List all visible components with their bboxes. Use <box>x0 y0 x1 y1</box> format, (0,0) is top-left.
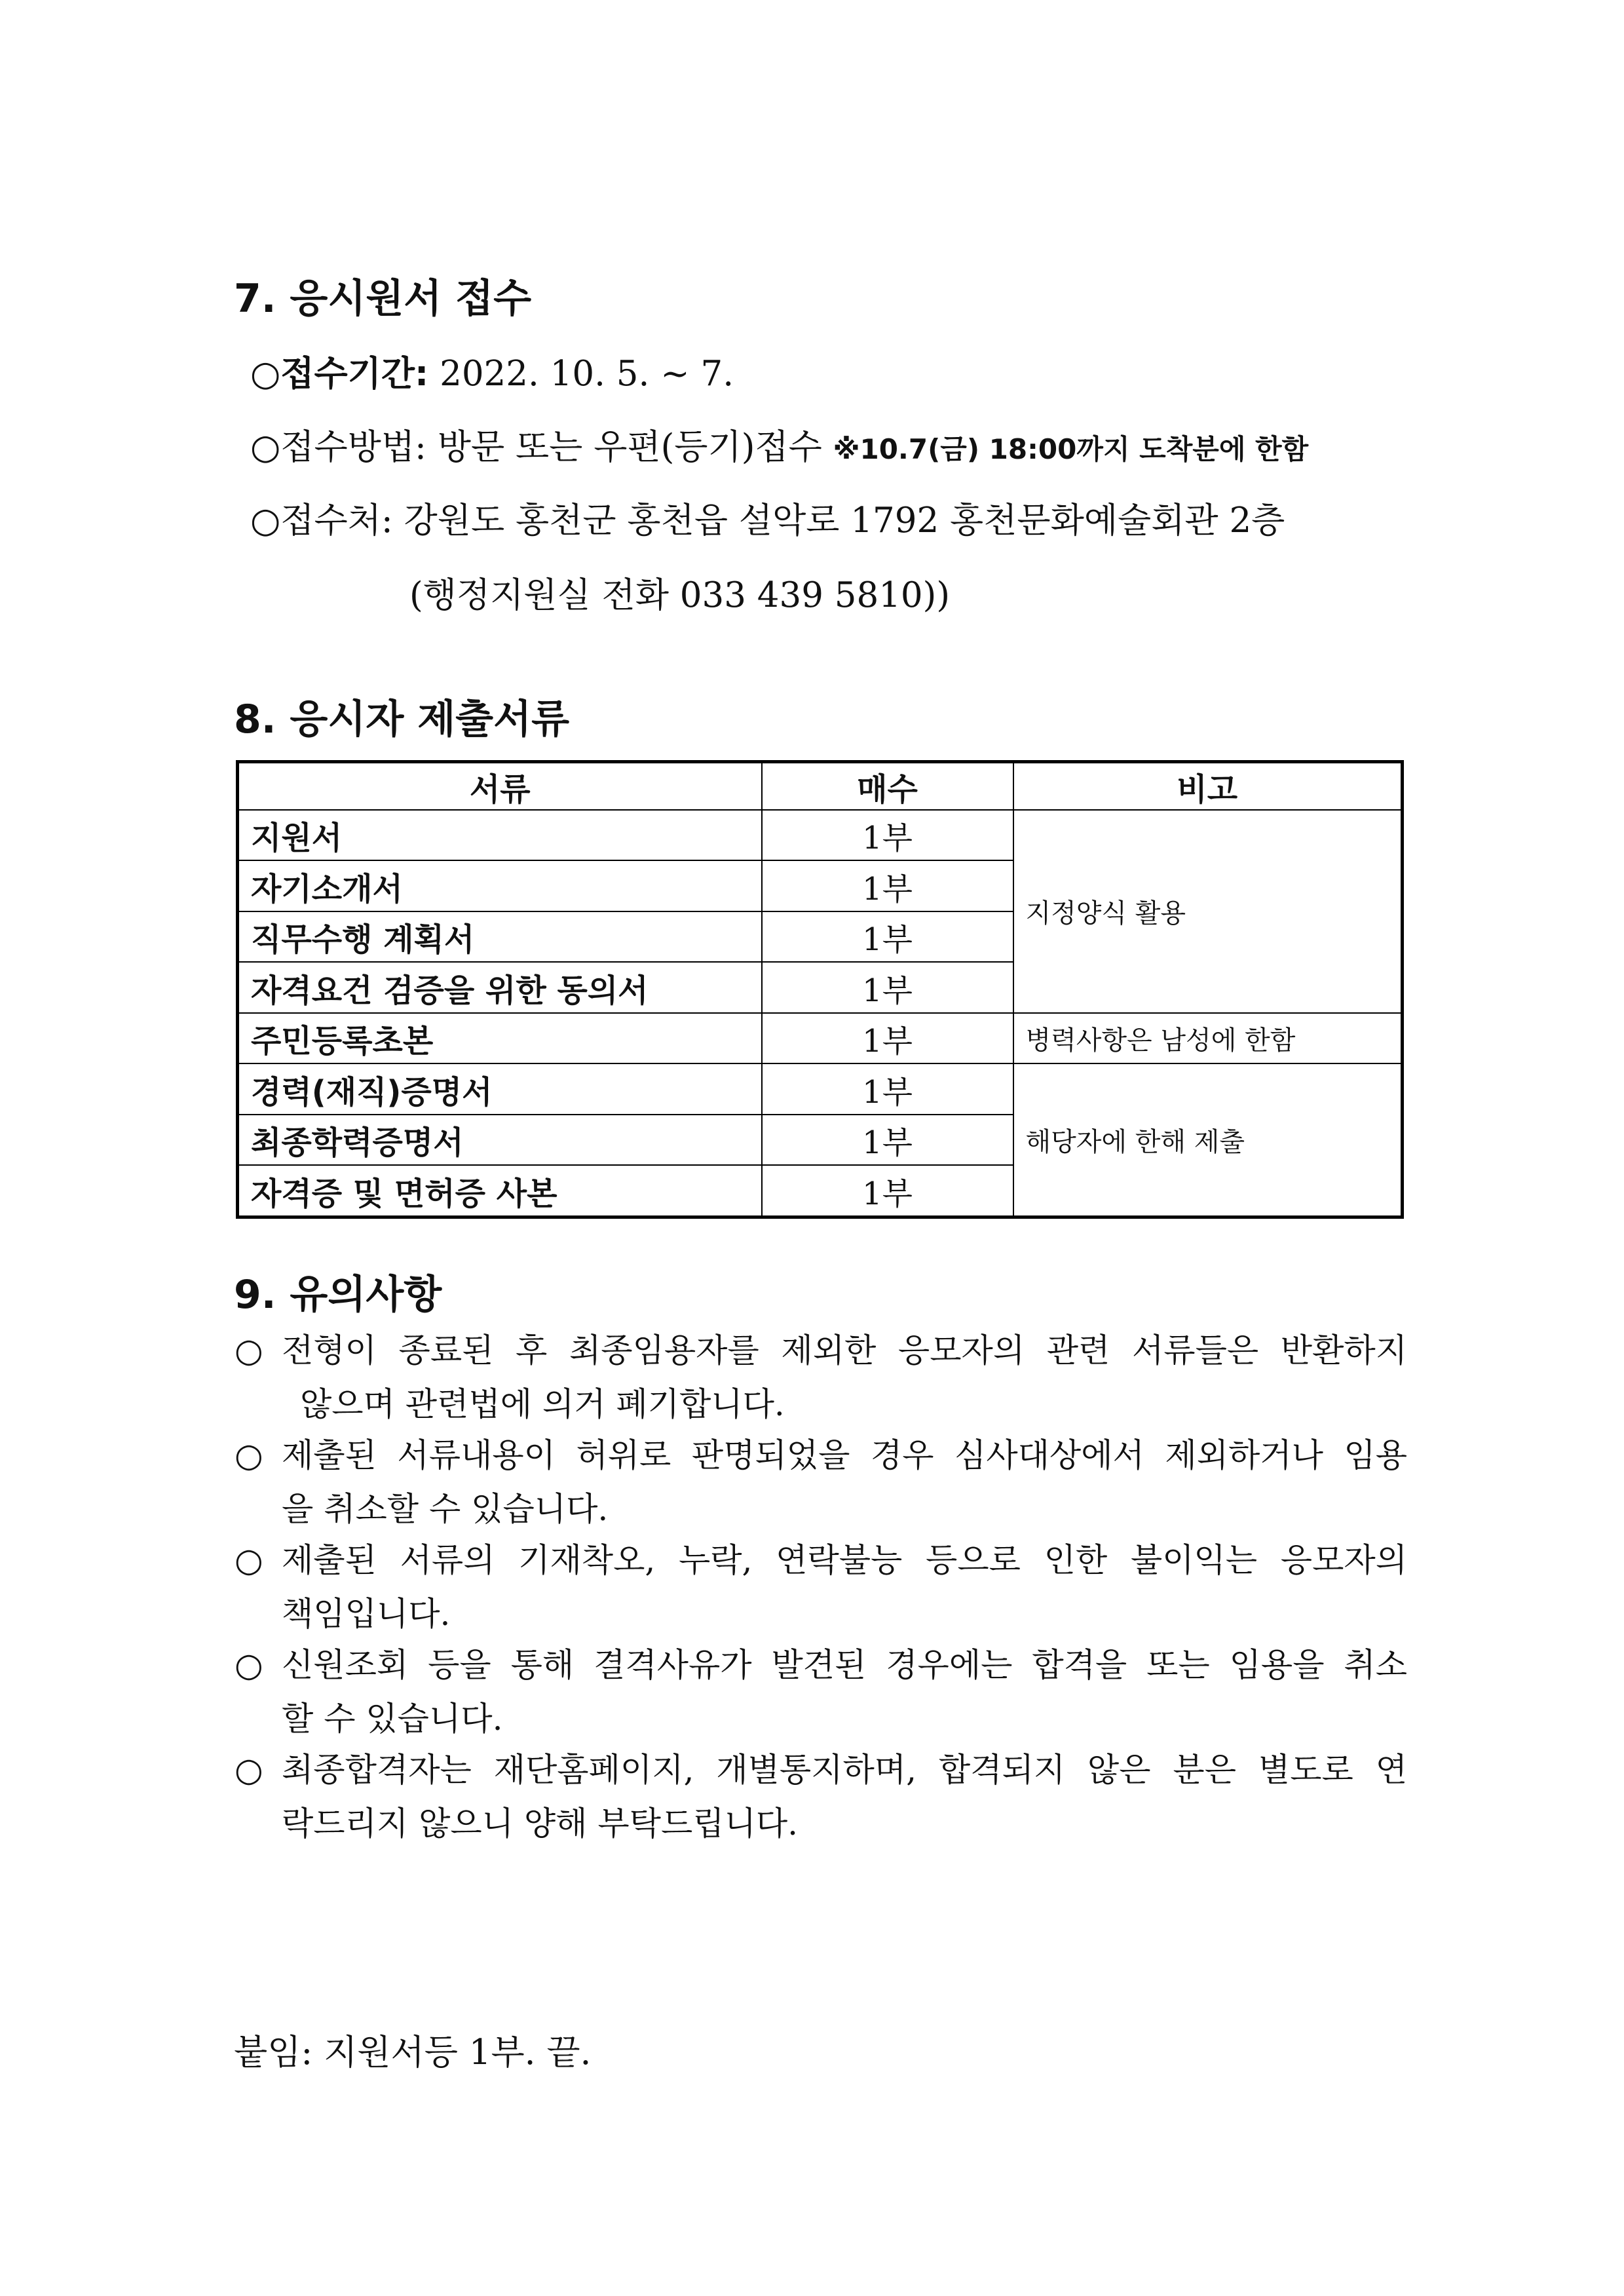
reception-method-note: ※10.7(금) 18:00까지 도착분에 한함 <box>833 433 1309 465</box>
document-count: 1부 <box>762 1063 1013 1114</box>
reception-period-value: 2022. 10. 5. ~ 7. <box>440 354 734 394</box>
notice-item <box>235 1533 1407 1641</box>
document-name: 자기소개서 <box>238 860 762 911</box>
documents-table <box>236 760 1404 1219</box>
notice-line-2: 않으며 관련법에 의거 폐기합니다. <box>300 1385 785 1423</box>
remark-form: 지정양식 활용 <box>1013 810 1403 1013</box>
notice-line-1: 신원조회 등을 통해 결격사유가 발견된 경우에는 합격을 또는 임용을 취소 <box>282 1646 1407 1684</box>
document-name: 자격요건 검증을 위한 동의서 <box>238 962 762 1012</box>
notice-line-2: 을 취소할 수 있습니다. <box>282 1490 609 1528</box>
circle-bullet-icon: ○ <box>235 1646 263 1684</box>
document-name: 주민등록초본 <box>238 1013 762 1063</box>
section9-title: 9. 유의사항 <box>234 1272 442 1318</box>
notice-item <box>235 1638 1407 1746</box>
notice-line-1: 최종합격자는 재단홈페이지, 개별통지하며, 합격되지 않은 분은 별도로 연 <box>282 1751 1407 1789</box>
document-count: 1부 <box>762 1115 1013 1165</box>
document-count: 1부 <box>762 860 1013 911</box>
reception-place-contact: (행정지원실 전화 033 439 5810)) <box>409 575 951 615</box>
notice-item <box>235 1428 1407 1536</box>
notice-line-2: 할 수 있습니다. <box>282 1700 503 1738</box>
notice-line-2: 책임입니다. <box>282 1595 451 1633</box>
attachment-note: 붙임: 지원서등 1부. 끝. <box>234 2033 592 2073</box>
document-name: 지원서 <box>238 810 762 860</box>
notice-line-2: 락드리지 않으니 양해 부탁드립니다. <box>282 1805 799 1843</box>
document-name: 경력(재직)증명서 <box>238 1063 762 1114</box>
document-count: 1부 <box>762 1165 1013 1217</box>
header-document: 서류 <box>238 762 762 811</box>
section7-title: 7. 응시원서 접수 <box>234 276 532 322</box>
circle-bullet-icon: ○ <box>235 1541 263 1579</box>
remark-applicable: 해당자에 한해 제출 <box>1013 1063 1403 1217</box>
notice-item <box>235 1324 1407 1431</box>
document-count: 1부 <box>762 911 1013 962</box>
notice-line-1: 제출된 서류내용이 허위로 판명되었을 경우 심사대상에서 제외하거나 임용 <box>282 1436 1407 1474</box>
reception-place: ○접수처: 강원도 홍천군 홍천읍 설악로 1792 홍천문화예술회관 2층 <box>250 501 1285 541</box>
header-count: 매수 <box>762 762 1013 811</box>
reception-method-text: ○접수방법: 방문 또는 우편(등기)접수 <box>250 427 822 467</box>
notice-item <box>235 1743 1407 1850</box>
document-name: 자격증 및 면허증 사본 <box>238 1165 762 1217</box>
table-row <box>238 1063 1403 1114</box>
document-count: 1부 <box>762 810 1013 860</box>
table-header-row <box>238 762 1403 811</box>
table-row <box>238 1013 1403 1063</box>
notice-line-1: 제출된 서류의 기재착오, 누락, 연락불능 등으로 인한 불이익는 응모자의 <box>282 1541 1407 1579</box>
reception-method <box>250 419 1308 469</box>
document-name: 직무수행 계획서 <box>238 911 762 962</box>
document-count: 1부 <box>762 962 1013 1012</box>
circle-bullet-icon: ○ <box>235 1331 263 1369</box>
document-count: 1부 <box>762 1013 1013 1063</box>
section8-title: 8. 응시자 제출서류 <box>234 697 570 742</box>
circle-bullet-icon: ○ <box>235 1436 263 1474</box>
reception-period-label: ○접수기간: <box>250 354 429 394</box>
remark-military: 병력사항은 남성에 한함 <box>1013 1013 1403 1063</box>
header-remark: 비고 <box>1013 762 1403 811</box>
document-name: 최종학력증명서 <box>238 1115 762 1165</box>
reception-period <box>250 346 734 396</box>
notice-line-1: 전형이 종료된 후 최종임용자를 제외한 응모자의 관련 서류들은 반환하지 <box>282 1331 1407 1369</box>
circle-bullet-icon: ○ <box>235 1751 263 1789</box>
table-row <box>238 810 1403 860</box>
